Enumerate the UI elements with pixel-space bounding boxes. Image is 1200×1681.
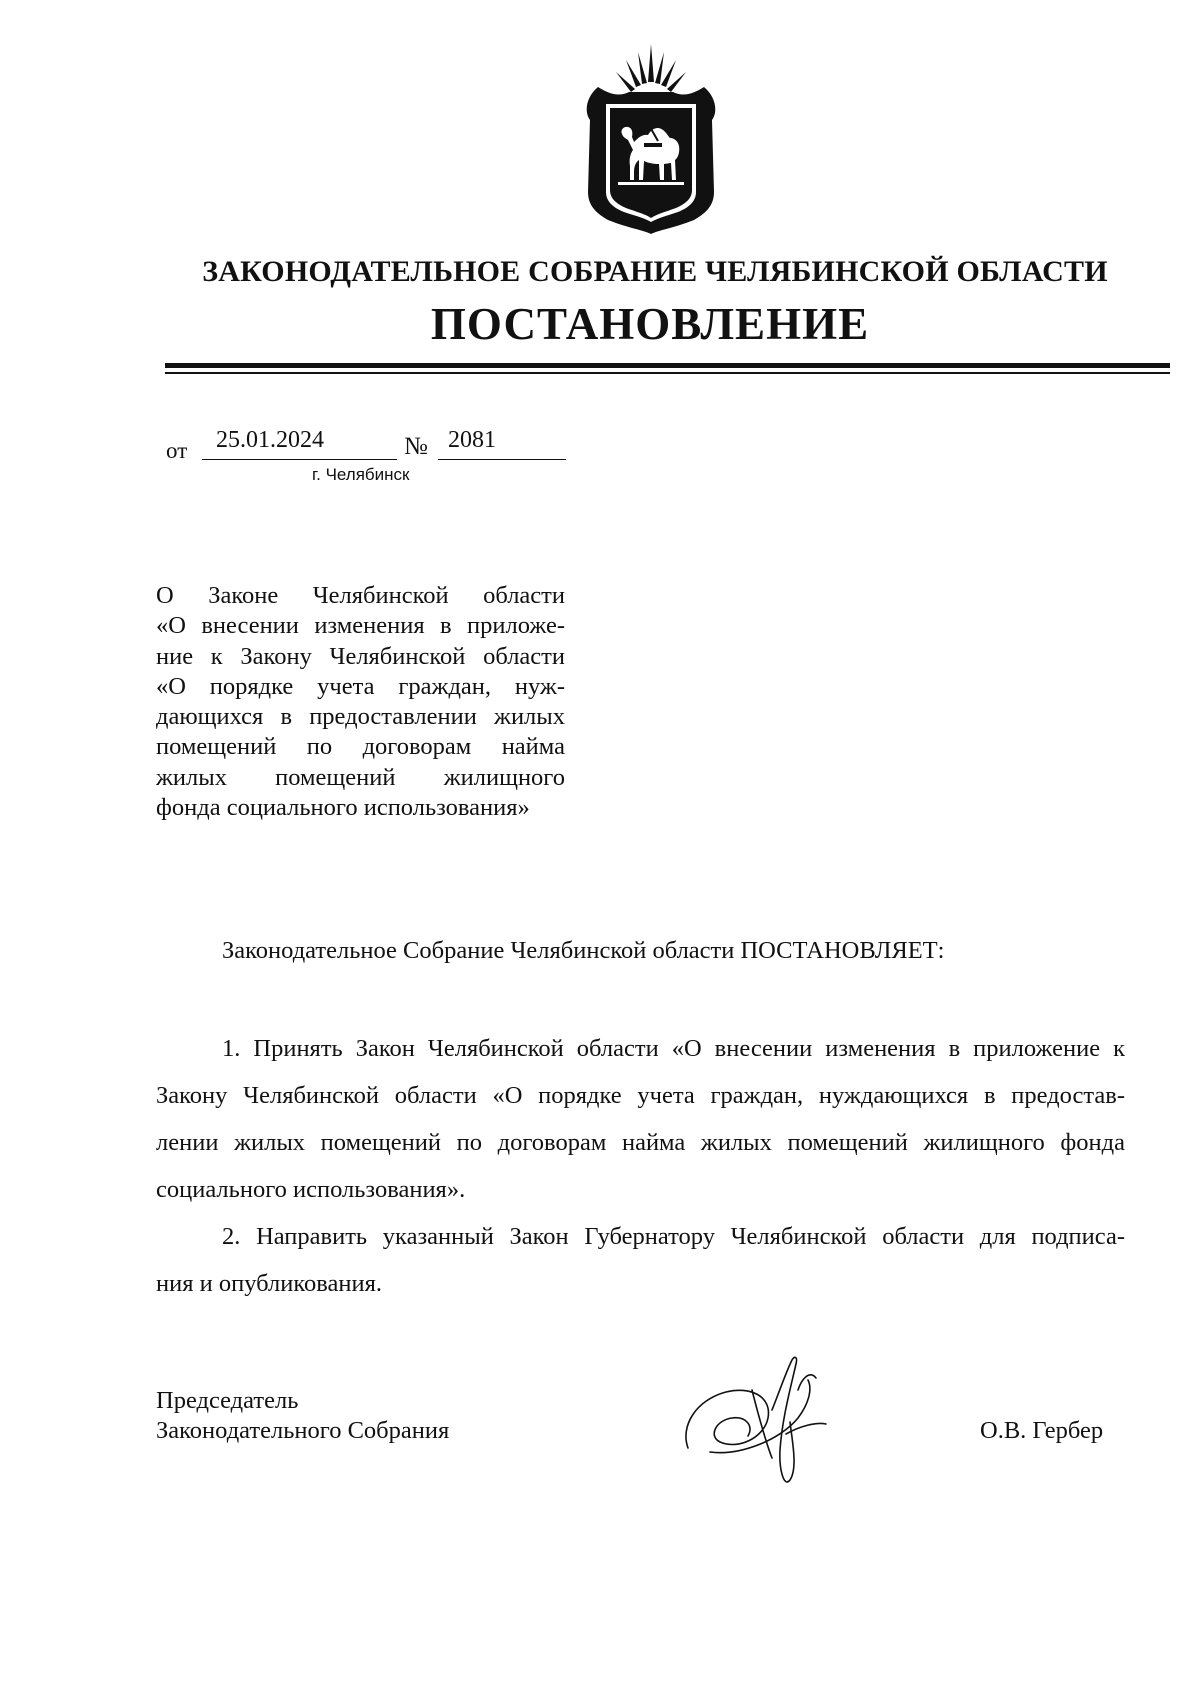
subject-line: «О внесении изменения в приложе- [156,612,565,640]
date-prefix: от [166,438,188,463]
body-line: 1. Принять Закон Челябинской области «О внесении изменения в приложение к [222,1035,1125,1062]
signatory-name: О.В. Гербер [980,1417,1104,1444]
body-line: лении жилых помещений по договорам найма жилых помещений жилищного фонда [156,1129,1125,1156]
decree-body [156,1025,1125,1307]
subject-line: помещений по договорам найма [156,733,565,761]
subject-line: «О порядке учета граждан, нуж- [156,672,565,700]
body-line: 2. Направить указанный Закон Губернатору Челябинской области для подписа- [222,1223,1125,1250]
signatory-title-line: Председатель [156,1387,299,1414]
document-number: 2081 [448,427,496,453]
subject-line: ние к Закону Челябинской области [156,642,565,670]
number-underline [438,459,566,460]
subject-line: фонда социального использования» [156,794,530,822]
signatory-title-line: Законодательного Собрания [156,1417,450,1444]
subject-line: жилых помещений жилищного [156,763,565,791]
handwritten-signature [680,1330,880,1490]
signatory-title [156,1386,449,1446]
body-line: ния и опубликования. [156,1270,382,1297]
document-city: г. Челябинск [312,465,410,484]
header-rule-thick [165,363,1170,368]
subject-line: дающихся в предоставлении жилых [156,703,565,731]
subject-line: О Законе Челябинской области [156,582,565,609]
body-line: Закону Челябинской области «О порядке учета граждан, нуждающихся в предостав- [156,1082,1125,1109]
document-date: 25.01.2024 [216,427,324,453]
decree-statement: Законодательное Собрание Челябинской области ПОСТАНОВЛЯЕТ: [222,937,945,964]
organization-title: ЗАКОНОДАТЕЛЬНОЕ СОБРАНИЕ ЧЕЛЯБИНСКОЙ ОБЛАСТИ [202,255,1108,288]
document-type-title: ПОСТАНОВЛЕНИЕ [430,299,870,349]
date-underline [202,459,397,460]
header-rule-thin [165,372,1170,374]
number-sign: № [404,433,428,460]
coat-of-arms-emblem [578,42,724,236]
body-line: социального использования». [156,1176,466,1203]
document-subject [156,581,565,823]
